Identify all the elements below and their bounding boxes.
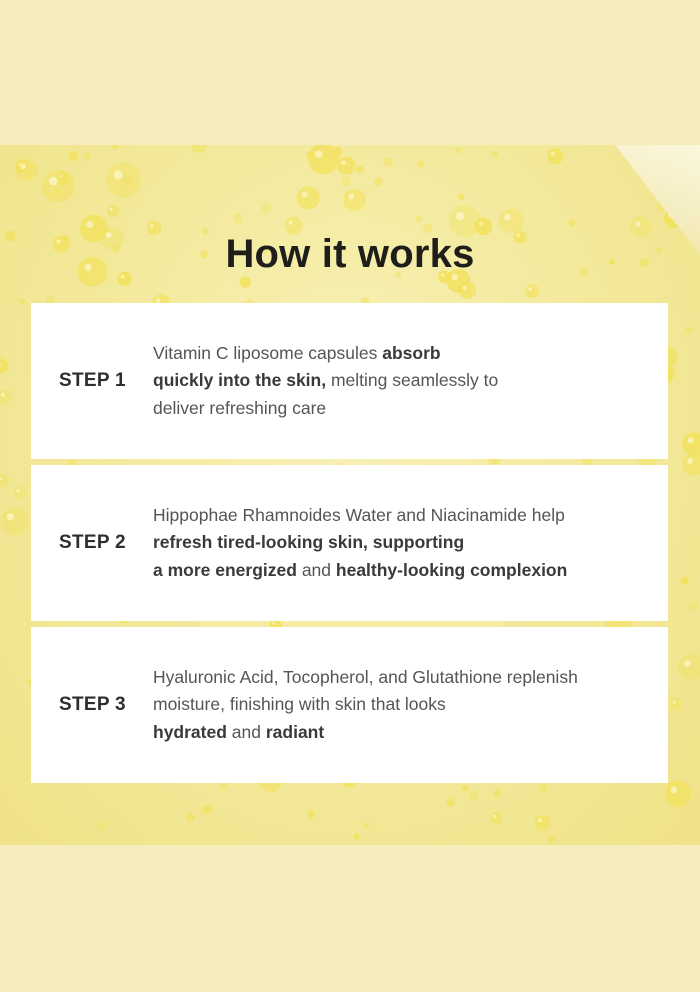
bubble xyxy=(547,148,563,164)
bubble xyxy=(200,806,208,814)
bubble-highlight xyxy=(49,177,57,185)
bubble xyxy=(341,176,351,186)
step-label: STEP 3 xyxy=(59,694,126,715)
bubble xyxy=(343,189,366,212)
bubble xyxy=(568,219,575,226)
step-text-segment: and xyxy=(226,721,266,742)
step-text-segment: deliver refreshing care xyxy=(153,397,327,418)
bubble-highlight xyxy=(1,393,5,397)
bubble-highlight xyxy=(272,622,275,625)
step-label: STEP 2 xyxy=(59,532,126,553)
bubble-highlight xyxy=(348,194,354,200)
bubble xyxy=(239,277,250,288)
bubble xyxy=(107,205,119,217)
bubble xyxy=(493,789,501,797)
step-text-emphasis: refresh tired-looking skin, supporting xyxy=(153,532,465,553)
bubble xyxy=(462,785,469,792)
bubble-highlight xyxy=(671,787,678,794)
step-text-segment: Hippophae Rhamnoides Water and Niacinamide help xyxy=(153,504,565,525)
bubble xyxy=(68,151,78,161)
bubble xyxy=(13,486,27,500)
bubble xyxy=(415,215,423,223)
bubble xyxy=(233,213,243,223)
step-text-emphasis: healthy-looking complexion xyxy=(335,559,568,580)
bubble xyxy=(123,177,133,187)
bubble xyxy=(191,145,207,153)
bubble xyxy=(0,359,9,373)
bubble xyxy=(186,813,195,822)
step-text-segment: melting seamlessly to xyxy=(326,370,499,391)
bubble xyxy=(682,453,700,475)
bubble-highlight xyxy=(150,224,154,228)
bubble-highlight xyxy=(17,489,20,492)
step-description xyxy=(153,627,653,783)
bubble-highlight xyxy=(504,214,510,220)
bubble xyxy=(547,835,555,843)
bubble xyxy=(689,602,698,611)
bubble-highlight xyxy=(20,164,26,170)
bubble-highlight xyxy=(635,221,640,226)
bubble-highlight xyxy=(456,212,464,220)
bubble-highlight xyxy=(341,161,346,166)
step-description xyxy=(153,465,653,621)
bubble-highlight xyxy=(684,660,691,667)
bubble xyxy=(535,815,550,830)
bubble-highlight xyxy=(538,818,542,822)
step-card-2 xyxy=(31,465,668,621)
bubble xyxy=(665,781,692,808)
step-text-emphasis: radiant xyxy=(265,721,325,742)
step-text-segment: moisture, finishing with skin that looks xyxy=(153,694,446,715)
bubble xyxy=(356,166,364,174)
bubble-highlight xyxy=(302,191,308,197)
bubble-highlight xyxy=(463,286,467,290)
bubble xyxy=(670,698,683,711)
bubble xyxy=(98,822,106,830)
bubble-highlight xyxy=(493,815,496,818)
bubble xyxy=(678,654,700,680)
step-text-emphasis: a more energized xyxy=(153,559,297,580)
bubble xyxy=(19,298,25,304)
step-text-segment: Vitamin C liposome capsules xyxy=(153,342,383,363)
step-label: STEP 1 xyxy=(59,370,126,391)
bubble xyxy=(383,157,393,167)
bubble xyxy=(492,151,499,158)
bubble-highlight xyxy=(289,221,293,225)
bubble xyxy=(490,812,503,825)
bubble xyxy=(374,178,382,186)
bubble xyxy=(220,782,228,790)
step-description xyxy=(153,303,653,459)
bubble-highlight xyxy=(529,287,532,290)
bubble xyxy=(685,327,692,334)
bubble xyxy=(306,152,312,158)
bubble xyxy=(682,432,700,456)
bubble xyxy=(332,146,342,156)
bubble xyxy=(0,390,12,404)
bubble xyxy=(681,577,689,585)
bubble xyxy=(15,159,37,181)
bubble-highlight xyxy=(551,152,555,156)
step-card-3 xyxy=(31,627,668,783)
bubble-highlight xyxy=(688,437,694,443)
bubble-highlight xyxy=(114,170,123,179)
bubble xyxy=(297,186,320,209)
page-title: How it works xyxy=(225,232,475,276)
bubble xyxy=(1,507,29,535)
bubble xyxy=(363,822,370,829)
bubble-highlight xyxy=(687,458,693,464)
step-text-segment: and xyxy=(296,559,336,580)
step-text-emphasis: absorb xyxy=(382,342,441,363)
bubble xyxy=(0,474,9,487)
bubble xyxy=(416,160,425,169)
bubble xyxy=(261,203,271,213)
bubble xyxy=(111,145,119,150)
bubble-highlight xyxy=(7,513,14,520)
bubble xyxy=(499,208,524,233)
bubble xyxy=(540,785,548,793)
bubble xyxy=(458,194,464,200)
step-card-1 xyxy=(31,303,668,459)
bubble xyxy=(42,170,75,203)
bubble xyxy=(447,799,455,807)
step-text-emphasis: quickly into the skin, xyxy=(153,370,327,391)
bubble xyxy=(469,790,479,800)
bubble-highlight xyxy=(673,701,676,704)
bubble-highlight xyxy=(110,208,113,211)
bubble xyxy=(307,810,316,819)
bubble-highlight xyxy=(86,221,93,228)
bubble xyxy=(459,282,477,300)
bubble xyxy=(354,834,360,840)
bubble-highlight xyxy=(315,150,323,158)
bubble xyxy=(525,284,539,298)
bubble xyxy=(84,152,91,159)
bubble xyxy=(337,156,356,175)
step-text-segment: Hyaluronic Acid, Tocopherol, and Glutathione replenish xyxy=(153,666,578,687)
step-text-emphasis: hydrated xyxy=(153,721,227,742)
bubble xyxy=(455,147,461,153)
